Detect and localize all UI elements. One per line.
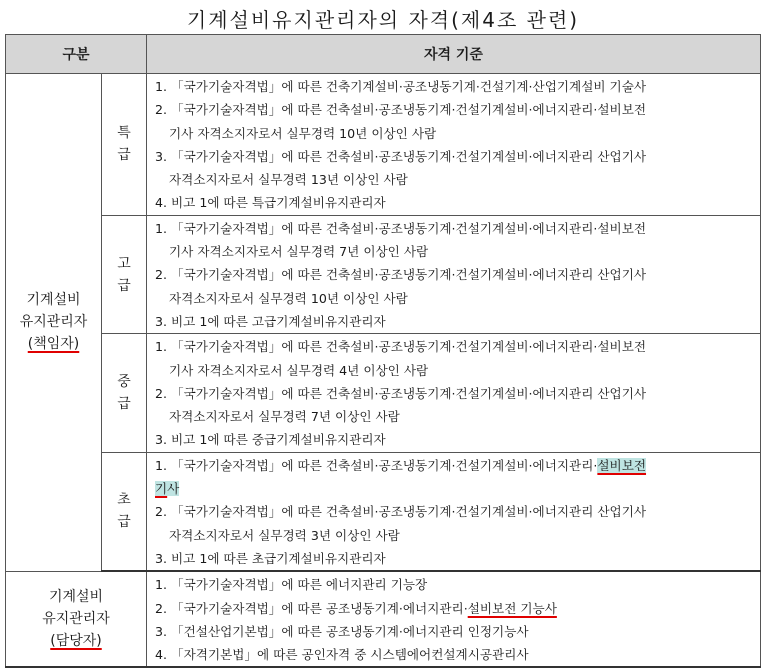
criteria-advanced: 1. 「국가기술자격법」에 따른 건축설비·공조냉동기계·건설기계설비·에너지관리·설비보전 기사 자격소지자로서 실무경력 7년 이상인 사람 2. 「국가기술자격법」에 따른 건축설비·공조냉동기계·건설기계설비·에너지관리 산업기사 자격소지자로서 실무경력 10년 이상인 사람 3. 비고 1에 따른 고급기계설비유지관리자 bbox=[147, 215, 761, 333]
grade-advanced: 고 급 bbox=[102, 215, 147, 333]
responsible-label: (책임자) bbox=[27, 336, 80, 353]
criteria-special: 1. 「국가기술자격법」에 따른 건축기계설비·공조냉동기계·건설기계·산업기계설비 기술사 2. 「국가기술자격법」에 따른 건축설비·공조냉동기계·건설기계설비·에너지관리·설비보전 기사 자격소지자로서 실무경력 10년 이상인 사람 3. 「국가기술자격법」에 따른 건축설비·공조냉동기계·건설기계설비·에너지관리 산업기사 자격소지자로서 실무경력 13년 이상인 사람 4. 비고 1에 따른 특급기계설비유지관리자 bbox=[147, 74, 761, 216]
role-responsible: 기계설비 유지관리자 (책임자) bbox=[6, 74, 102, 572]
highlight-equipment-maintenance: 설비보전 bbox=[597, 457, 647, 473]
grade-intermediate: 중 급 bbox=[102, 334, 147, 452]
page-title: 기계설비유지관리자의 자격(제4조 관련) bbox=[186, 8, 580, 32]
grade-special: 특 급 bbox=[102, 74, 147, 216]
header-criteria: 자격 기준 bbox=[147, 35, 761, 74]
criteria-assistant: 1. 「국가기술자격법」에 따른 에너지관리 기능장 2. 「국가기술자격법」에 따른 공조냉동기계·에너지관리·설비보전 기능사 3. 「건설산업기본법」에 따른 공조냉동기계·에너지관리 인정기능사 4. 「자격기본법」에 따른 공인자격 중 시스템에어컨설계시공관리사 bbox=[147, 571, 761, 667]
criteria-intermediate: 1. 「국가기술자격법」에 따른 건축설비·공조냉동기계·건설기계설비·에너지관리·설비보전 기사 자격소지자로서 실무경력 4년 이상인 사람 2. 「국가기술자격법」에 따른 건축설비·공조냉동기계·건설기계설비·에너지관리 산업기사 자격소지자로서 실무경력 7년 이상인 사람 3. 비고 1에 따른 중급기계설비유지관리자 bbox=[147, 334, 761, 452]
header-category: 구분 bbox=[6, 35, 147, 74]
assistant-label: (담당자) bbox=[50, 633, 102, 650]
underline-craftsman: 설비보전 기능사 bbox=[467, 600, 557, 616]
role-assistant: 기계설비 유지관리자 (담당자) bbox=[6, 571, 147, 667]
criteria-beginner: 1. 「국가기술자격법」에 따른 건축설비·공조냉동기계·건설기계설비·에너지관리·설비보전 기사 2. 「국가기술자격법」에 따른 건축설비·공조냉동기계·건설기계설비·에너지관리 산업기사 자격소지자로서 실무경력 3년 이상인 사람 3. 비고 1에 따른 초급기계설비유지관리자 bbox=[147, 452, 761, 571]
qualification-table bbox=[5, 34, 761, 668]
grade-beginner: 초 급 bbox=[102, 452, 147, 571]
